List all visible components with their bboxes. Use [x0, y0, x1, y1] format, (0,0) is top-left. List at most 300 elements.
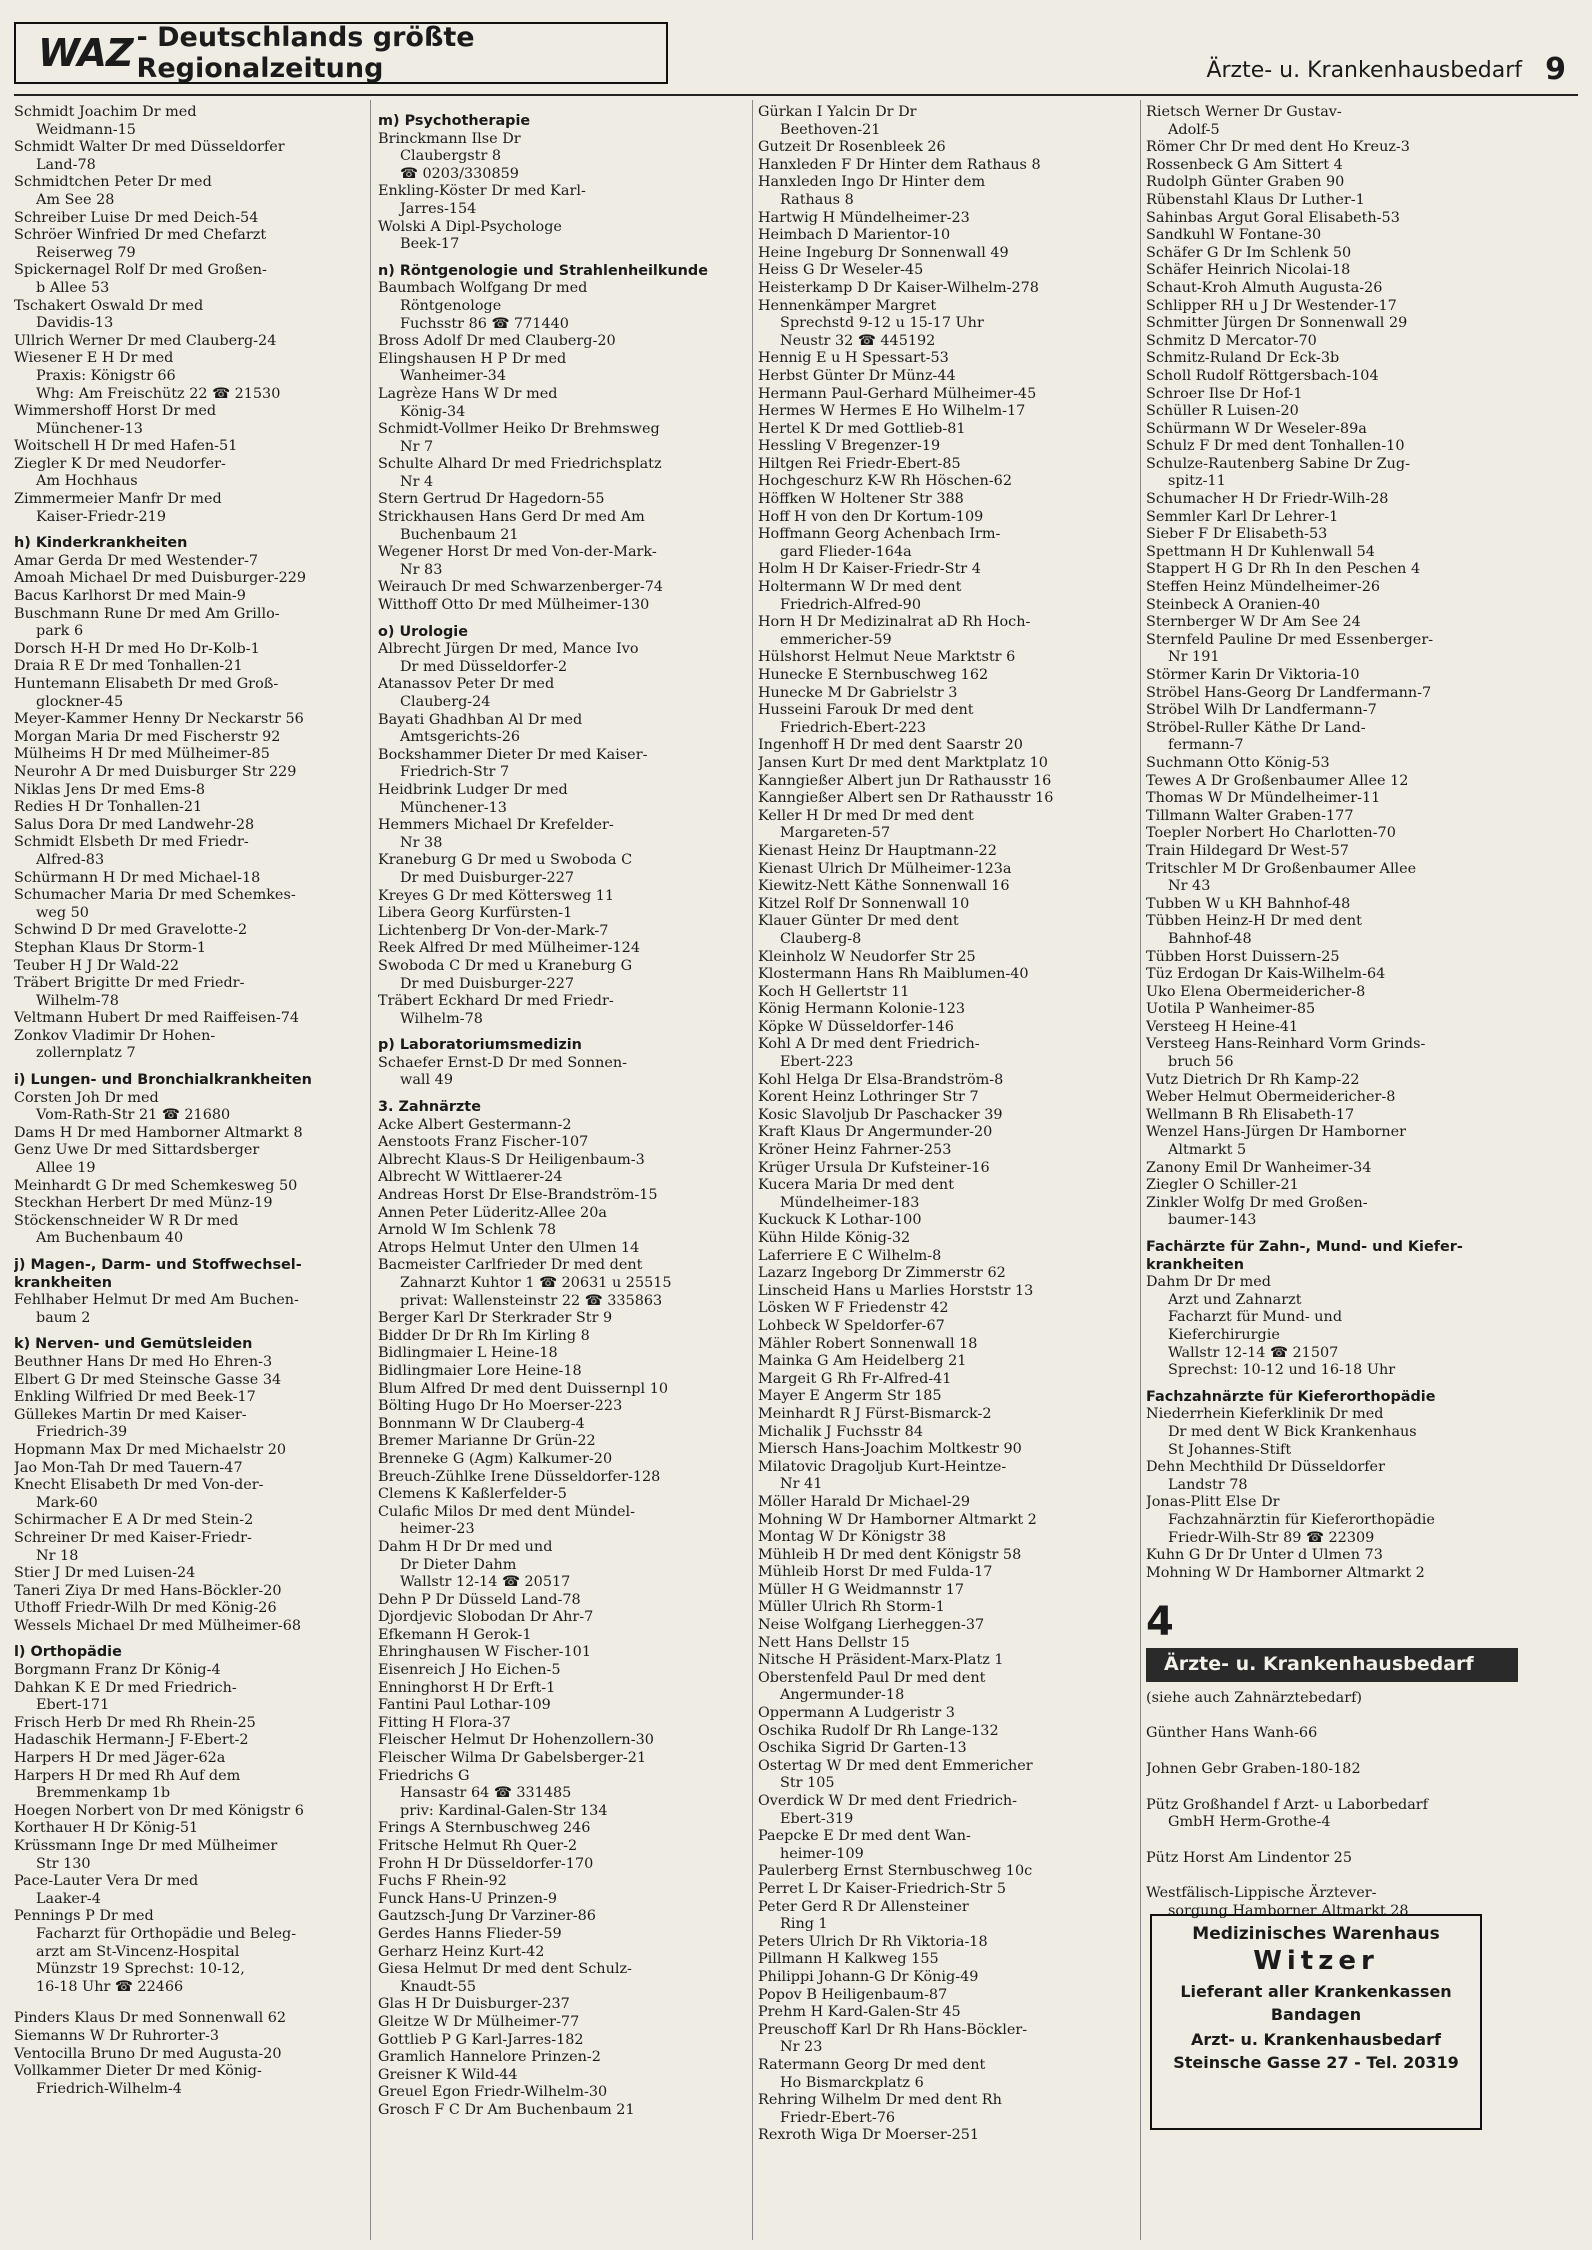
- directory-entry: Glas H Dr Duisburger-237: [378, 1996, 570, 2013]
- directory-entry: Greuel Egon Friedr-Wilhelm-30: [378, 2084, 608, 2101]
- directory-entry: Schmidt Joachim Dr med: [14, 104, 197, 120]
- column-divider: [1140, 100, 1141, 2240]
- directory-entry: Schmidt Walter Dr med Düsseldorfer: [14, 139, 285, 156]
- directory-entry: Sprechst: 10-12 und 16-18 Uhr: [1168, 1362, 1396, 1379]
- directory-entry: Dr med Düsseldorfer-2: [400, 658, 568, 675]
- directory-entry: Dr Dieter Dahm: [400, 1556, 517, 1573]
- directory-entry: Preuschoff Karl Dr Rh Hans-Böckler-: [758, 2021, 1028, 2038]
- directory-entry: Nr 23: [780, 2039, 823, 2056]
- directory-entry: Toepler Norbert Ho Charlotten-70: [1146, 825, 1396, 842]
- directory-entry: Landstr 78: [1168, 1476, 1248, 1493]
- directory-entry: Sprechstd 9-12 u 15-17 Uhr: [780, 315, 984, 332]
- directory-entry: Bölting Hugo Dr Ho Moerser-223: [378, 1398, 623, 1415]
- directory-entry: Kiewitz-Nett Käthe Sonnenwall 16: [758, 878, 1010, 895]
- directory-entry: Möller Harald Dr Michael-29: [758, 1493, 971, 1510]
- directory-entry: Ehringhausen W Fischer-101: [378, 1644, 591, 1661]
- directory-entry: Versteeg Hans-Reinhard Vorm Grinds-: [1146, 1036, 1426, 1053]
- directory-entry: Klostermann Hans Rh Maiblumen-40: [758, 966, 1029, 983]
- directory-entry: Hansastr 64 ☎ 331485: [400, 1785, 572, 1802]
- directory-entry: Buchenbaum 21: [400, 526, 519, 543]
- directory-entry: Träbert Brigitte Dr med Friedr-: [14, 975, 245, 992]
- directory-entry: Peters Ulrich Dr Rh Viktoria-18: [758, 1933, 988, 1950]
- directory-entry: Reek Alfred Dr med Mülheimer-124: [378, 940, 640, 957]
- directory-entry: weg 50: [36, 904, 89, 921]
- directory-entry: Korthauer H Dr König-51: [14, 1820, 199, 1837]
- directory-entry: Laaker-4: [36, 1890, 101, 1907]
- ad-line: Arzt- u. Krankenhausbedarf: [1191, 2030, 1441, 2049]
- category-entry: sorgung Hamborner Altmarkt 28: [1168, 1903, 1409, 1920]
- directory-entry: Krüssmann Inge Dr med Mülheimer: [14, 1838, 278, 1854]
- directory-entry: Friedrichs G: [378, 1767, 470, 1784]
- directory-entry: arzt am St-Vincenz-Hospital: [36, 1943, 240, 1960]
- directory-entry: Wimmershoff Horst Dr med: [14, 403, 217, 420]
- directory-entry: Hoegen Norbert von Dr med Königstr 6: [14, 1802, 304, 1819]
- directory-entry: Schulze-Rautenberg Sabine Dr Zug-: [1146, 455, 1410, 472]
- directory-entry: Sahinbas Argut Goral Elisabeth-53: [1146, 209, 1400, 226]
- directory-entry: Brinckmann Ilse Dr: [378, 130, 521, 147]
- directory-entry: Ebert-319: [780, 1810, 854, 1827]
- directory-entry: Gerdes Hanns Flieder-59: [378, 1925, 562, 1942]
- directory-entry: Schürmann W Dr Weseler-89a: [1146, 420, 1367, 437]
- directory-entry: Harpers H Dr med Jäger-62a: [14, 1750, 226, 1767]
- directory-entry: Witthoff Otto Dr med Mülheimer-130: [378, 597, 650, 614]
- newspaper-banner: [14, 22, 668, 84]
- directory-entry: Zimmermeier Manfr Dr med: [14, 491, 222, 508]
- directory-entry: Stöckenschneider W R Dr med: [14, 1212, 239, 1229]
- directory-entry: Fritsche Helmut Rh Quer-2: [378, 1838, 578, 1854]
- directory-entry: Dahkan K E Dr med Friedrich-: [14, 1679, 237, 1696]
- directory-entry: heimer-109: [780, 1845, 864, 1862]
- directory-entry: Mark-60: [36, 1494, 98, 1511]
- directory-entry: Kuhn G Dr Dr Unter d Ulmen 73: [1146, 1547, 1383, 1564]
- directory-entry: Rudolph Günter Graben 90: [1146, 174, 1345, 191]
- directory-entry: Friedrich-Str 7: [400, 764, 510, 781]
- directory-entry: [14, 1996, 366, 2010]
- directory-entry: Bross Adolf Dr med Clauberg-20: [378, 333, 616, 350]
- directory-entry: Tüz Erdogan Dr Kais-Wilhelm-64: [1146, 966, 1386, 983]
- directory-entry: Kieferchirurgie: [1168, 1326, 1280, 1343]
- directory-entry: Hermes W Hermes E Ho Wilhelm-17: [758, 403, 1026, 420]
- directory-entry: Schröer Winfried Dr med Chefarzt: [14, 227, 267, 244]
- directory-entry: Schlipper RH u J Dr Westender-17: [1146, 297, 1397, 314]
- directory-entry: Brenneke G (Agm) Kalkumer-20: [378, 1450, 613, 1467]
- directory-entry: Meyer-Kammer Henny Dr Neckarstr 56: [14, 711, 304, 728]
- directory-entry: Holtermann W Dr med dent: [758, 579, 962, 596]
- directory-entry: Kuckuck K Lothar-100: [758, 1212, 922, 1229]
- directory-entry: Ostertag W Dr med dent Emmericher: [758, 1757, 1033, 1774]
- directory-entry: Schmitter Jürgen Dr Sonnenwall 29: [1146, 315, 1408, 332]
- directory-entry: Gürkan I Yalcin Dr Dr: [758, 104, 917, 120]
- directory-entry: Praxis: Königstr 66: [36, 367, 176, 384]
- section-heading: k) Nerven- und Gemütsleiden: [14, 1336, 253, 1353]
- directory-entry: Versteeg H Heine-41: [1146, 1018, 1299, 1035]
- directory-entry: Hartwig H Mündelheimer-23: [758, 209, 970, 226]
- directory-entry: Mündelheimer-183: [780, 1194, 920, 1211]
- directory-entry: Acke Albert Gestermann-2: [378, 1116, 572, 1133]
- directory-entry: Schäfer G Dr Im Schlenk 50: [1146, 244, 1352, 261]
- directory-entry: Horn H Dr Medizinalrat aD Rh Hoch-: [758, 614, 1031, 631]
- directory-entry: Jansen Kurt Dr med dent Marktplatz 10: [758, 754, 1048, 771]
- directory-entry: Dehn P Dr Düsseld Land-78: [378, 1591, 581, 1608]
- directory-entry: park 6: [36, 623, 84, 640]
- directory-entry: Tillmann Walter Graben-177: [1146, 807, 1354, 824]
- directory-entry: Dams H Dr med Hamborner Altmarkt 8: [14, 1124, 303, 1141]
- directory-entry: Margareten-57: [780, 825, 891, 842]
- directory-entry: Amtsgerichts-26: [400, 729, 521, 746]
- directory-entry: Fleischer Wilma Dr Gabelsberger-21: [378, 1750, 647, 1767]
- directory-entry: Gerharz Heinz Kurt-42: [378, 1943, 545, 1960]
- directory-entry: Weirauch Dr med Schwarzenberger-74: [378, 579, 664, 596]
- section-heading: krankheiten: [1146, 1256, 1245, 1273]
- section-heading: Fachzahnärzte für Kieferorthopädie: [1146, 1388, 1436, 1405]
- section-title: Ärzte- u. Krankenhausbedarf: [1206, 58, 1522, 83]
- directory-entry: Blum Alfred Dr med dent Duissernpl 10: [378, 1380, 669, 1397]
- directory-entry: Wegener Horst Dr med Von-der-Mark-: [378, 544, 657, 561]
- directory-entry: Schroer Ilse Dr Hof-1: [1146, 385, 1303, 402]
- directory-entry: Eisenreich J Ho Eichen-5: [378, 1662, 561, 1679]
- directory-entry: Frings A Sternbuschweg 246: [378, 1820, 591, 1837]
- directory-entry: Prehm H Kard-Galen-Str 45: [758, 2004, 961, 2021]
- directory-entry: Fitting H Flora-37: [378, 1714, 511, 1731]
- directory-entry: Fuchs F Rhein-92: [378, 1873, 507, 1890]
- directory-entry: Am Hochhaus: [36, 473, 138, 490]
- directory-entry: Zonkov Vladimir Dr Hohen-: [14, 1027, 216, 1044]
- directory-entry: Pillmann H Kalkweg 155: [758, 1951, 939, 1968]
- ad-line: Bandagen: [1270, 2005, 1362, 2024]
- directory-entry: Siemanns W Dr Ruhrorter-3: [14, 2027, 220, 2044]
- directory-entry: Miersch Hans-Joachim Moltkestr 90: [758, 1441, 1022, 1458]
- directory-entry: Buschmann Rune Dr med Am Grillo-: [14, 605, 280, 622]
- directory-entry: Fachzahnärztin für Kieferorthopädie: [1168, 1511, 1435, 1528]
- directory-entry: Atanassov Peter Dr med: [378, 676, 555, 693]
- directory-entry: Angermunder-18: [780, 1687, 905, 1704]
- directory-entry: Störmer Karin Dr Viktoria-10: [1146, 667, 1360, 683]
- directory-entry: Dahm H Dr Dr med und: [378, 1538, 553, 1555]
- directory-entry: Gramlich Hannelore Prinzen-2: [378, 2049, 601, 2066]
- column-divider: [370, 100, 371, 2240]
- directory-entry: Land-78: [36, 156, 96, 173]
- directory-entry: Schwind D Dr med Gravelotte-2: [14, 922, 248, 939]
- directory-entry: König-34: [400, 403, 466, 420]
- directory-entry: Bacmeister Carlfrieder Dr med dent: [378, 1257, 643, 1274]
- directory-entry: Herbst Günter Dr Münz-44: [758, 367, 956, 384]
- directory-entry: Paulerberg Ernst Sternbuschweg 10c: [758, 1863, 1033, 1880]
- directory-entry: Vollkammer Dieter Dr med König-: [14, 2063, 262, 2080]
- directory-entry: Neurohr A Dr med Duisburger Str 229: [14, 763, 297, 780]
- directory-entry: Genz Uwe Dr med Sittardsberger: [14, 1142, 260, 1159]
- directory-entry: Ströbel-Ruller Käthe Dr Land-: [1146, 719, 1366, 736]
- directory-entry: Davidis-13: [36, 315, 114, 332]
- directory-entry: Montag W Dr Königstr 38: [758, 1529, 947, 1546]
- directory-entry: Schürmann H Dr med Michael-18: [14, 869, 261, 886]
- section-heading: h) Kinderkrankheiten: [14, 535, 188, 552]
- category-entry: Günther Hans Wanh-66: [1146, 1725, 1318, 1742]
- directory-entry: Allee 19: [36, 1160, 96, 1177]
- directory-column-2: [378, 104, 750, 2244]
- directory-entry: Wellmann B Rh Elisabeth-17: [1146, 1106, 1355, 1123]
- section-heading: n) Röntgenologie und Strahlenheilkunde: [378, 262, 708, 279]
- directory-entry: Claubergstr 8: [400, 148, 502, 165]
- directory-entry: Uotila P Wanheimer-85: [1146, 1001, 1316, 1018]
- directory-entry: Steckhan Herbert Dr med Münz-19: [14, 1195, 273, 1212]
- directory-entry: Oschika Rudolf Dr Rh Lange-132: [758, 1722, 999, 1739]
- directory-entry: emmericher-59: [780, 631, 892, 648]
- directory-entry: Klauer Günter Dr med dent: [758, 913, 959, 930]
- directory-entry: Lagrèze Hans W Dr med: [378, 385, 558, 402]
- section-heading: Fachärzte für Zahn-, Mund- und Kiefer-: [1146, 1239, 1463, 1255]
- directory-entry: Am Buchenbaum 40: [36, 1230, 184, 1247]
- directory-entry: Holm H Dr Kaiser-Friedr-Str 4: [758, 561, 981, 578]
- directory-entry: Pinders Klaus Dr med Sonnenwall 62: [14, 2010, 287, 2027]
- directory-entry: Rossenbeck G Am Sittert 4: [1146, 156, 1343, 173]
- directory-entry: Hiltgen Rei Friedr-Ebert-85: [758, 455, 961, 472]
- directory-entry: Laferriere E C Wilhelm-8: [758, 1247, 942, 1264]
- directory-entry: Culafic Milos Dr med dent Mündel-: [378, 1503, 636, 1520]
- directory-entry: Aenstoots Franz Fischer-107: [378, 1134, 589, 1151]
- directory-entry: Mohning W Dr Hamborner Altmarkt 2: [1146, 1564, 1425, 1581]
- directory-entry: Keller H Dr med Dr med dent: [758, 807, 974, 824]
- directory-entry: Clauberg-8: [780, 930, 862, 947]
- section-heading: l) Orthopädie: [14, 1644, 122, 1661]
- directory-entry: Krüger Ursula Dr Kufsteiner-16: [758, 1159, 990, 1176]
- directory-entry: Vom-Rath-Str 21 ☎ 21680: [36, 1107, 231, 1124]
- directory-entry: Wessels Michael Dr med Mülheimer-68: [14, 1617, 302, 1634]
- directory-entry: Borgmann Franz Dr König-4: [14, 1662, 221, 1679]
- directory-entry: Kühn Hilde König-32: [758, 1230, 911, 1246]
- directory-entry: Husseini Farouk Dr med dent: [758, 702, 974, 719]
- directory-entry: Lohbeck W Speldorfer-67: [758, 1317, 945, 1334]
- directory-entry: zollernplatz 7: [36, 1045, 136, 1062]
- directory-entry: Höffken W Holtener Str 388: [758, 491, 964, 508]
- directory-entry: Philippi Johann-G Dr König-49: [758, 1968, 979, 1985]
- directory-entry: fermann-7: [1168, 737, 1244, 754]
- directory-entry: Bremer Marianne Dr Grün-22: [378, 1433, 596, 1450]
- banner-slogan: - Deutschlands größte Regionalzeitung: [136, 22, 475, 84]
- directory-entry: Fuchsstr 86 ☎ 771440: [400, 315, 569, 332]
- directory-entry: Tschakert Oswald Dr med: [14, 297, 204, 314]
- directory-entry: Stier J Dr med Luisen-24: [14, 1565, 196, 1582]
- directory-entry: Meinhardt G Dr med Schemkesweg 50: [14, 1177, 298, 1194]
- directory-entry: Sandkuhl W Fontane-30: [1146, 227, 1322, 244]
- directory-entry: Schüller R Luisen-20: [1146, 403, 1299, 420]
- ad-address: Steinsche Gasse 27 - Tel. 20319: [1173, 2053, 1459, 2072]
- directory-entry: Wiesener E H Dr med: [14, 350, 174, 367]
- directory-entry: Schulz F Dr med dent Tonhallen-10: [1146, 438, 1405, 455]
- directory-entry: privat: Wallensteinstr 22 ☎ 335863: [400, 1292, 663, 1309]
- directory-entry: baumer-143: [1168, 1212, 1257, 1229]
- directory-entry: Träbert Eckhard Dr med Friedr-: [378, 993, 614, 1010]
- directory-entry: Nr 191: [1168, 649, 1220, 666]
- directory-entry: Greisner K Wild-44: [378, 2066, 518, 2083]
- directory-entry: Bahnhof-48: [1168, 930, 1252, 947]
- directory-entry: Ingenhoff H Dr med dent Saarstr 20: [758, 737, 1023, 754]
- directory-entry: priv: Kardinal-Galen-Str 134: [400, 1802, 608, 1819]
- directory-entry: Nr 4: [400, 473, 434, 490]
- directory-entry: Giesa Helmut Dr med dent Schulz-: [378, 1961, 632, 1978]
- directory-entry: Kanngießer Albert sen Dr Rathausstr 16: [758, 790, 1054, 807]
- directory-entry: Draia R E Dr med Tonhallen-21: [14, 658, 243, 675]
- directory-entry: Hopmann Max Dr med Michaelstr 20: [14, 1441, 287, 1458]
- directory-entry: Wilhelm-78: [400, 1010, 483, 1027]
- directory-entry: Ebert-171: [36, 1697, 110, 1714]
- directory-entry: Röntgenologe: [400, 297, 502, 314]
- directory-entry: Kienast Heinz Dr Hauptmann-22: [758, 842, 997, 859]
- directory-entry: Kohl A Dr med dent Friedrich-: [758, 1036, 980, 1053]
- page-header: [0, 0, 1592, 100]
- directory-entry: Beuthner Hans Dr med Ho Ehren-3: [14, 1353, 273, 1370]
- directory-entry: Schmitz D Mercator-70: [1146, 332, 1317, 349]
- directory-entry: Gautzsch-Jung Dr Varziner-86: [378, 1908, 596, 1925]
- directory-entry: Huntemann Elisabeth Dr med Groß-: [14, 676, 279, 692]
- directory-entry: Enkling Wilfried Dr med Beek-17: [14, 1389, 256, 1406]
- directory-entry: Steffen Heinz Mündelheimer-26: [1146, 579, 1381, 596]
- ad-company-name: Witzer: [1253, 1946, 1379, 1976]
- directory-entry: Veltmann Hubert Dr med Raiffeisen-74: [14, 1010, 300, 1027]
- directory-entry: Heine Ingeburg Dr Sonnenwall 49: [758, 244, 1009, 261]
- directory-entry: Gutzeit Dr Rosenbleek 26: [758, 139, 946, 156]
- directory-entry: Amar Gerda Dr med Westender-7: [14, 552, 258, 569]
- directory-entry: Wenzel Hans-Jürgen Dr Hamborner: [1146, 1124, 1406, 1141]
- directory-entry: Bremmenkamp 1b: [36, 1785, 171, 1802]
- directory-entry: Baumbach Wolfgang Dr med: [378, 280, 588, 297]
- directory-entry: Uko Elena Obermeidericher-8: [1146, 983, 1366, 1000]
- directory-entry: bruch 56: [1168, 1054, 1234, 1071]
- directory-entry: Ziegler O Schiller-21: [1146, 1177, 1299, 1194]
- directory-entry: Schaut-Kroh Almuth Augusta-26: [1146, 279, 1383, 296]
- directory-entry: Andreas Horst Dr Else-Brandström-15: [378, 1187, 658, 1204]
- directory-entry: Bayati Ghadhban Al Dr med: [378, 711, 583, 728]
- directory-entry: Atrops Helmut Unter den Ulmen 14: [378, 1239, 640, 1256]
- directory-entry: Paepcke E Dr med dent Wan-: [758, 1828, 971, 1845]
- directory-entry: Hunecke E Sternbuschweg 162: [758, 667, 989, 683]
- directory-entry: Heisterkamp D Dr Kaiser-Wilhelm-278: [758, 279, 1039, 296]
- directory-entry: Grosch F C Dr Am Buchenbaum 21: [378, 2101, 635, 2118]
- directory-entry: Arzt und Zahnarzt: [1168, 1291, 1302, 1308]
- directory-entry: Mühleib Horst Dr med Fulda-17: [758, 1564, 993, 1581]
- section-heading: krankheiten: [14, 1274, 113, 1291]
- section-heading: i) Lungen- und Bronchialkrankheiten: [14, 1072, 312, 1089]
- directory-entry: Hermann Paul-Gerhard Mülheimer-45: [758, 385, 1037, 402]
- directory-entry: Strickhausen Hans Gerd Dr med Am: [378, 509, 645, 526]
- directory-entry: Elingshausen H P Dr med: [378, 350, 567, 367]
- directory-entry: Spickernagel Rolf Dr med Großen-: [14, 262, 267, 279]
- directory-entry: Overdick W Dr med dent Friedrich-: [758, 1793, 1018, 1809]
- directory-entry: Gleitze W Dr Mülheimer-77: [378, 2013, 580, 2030]
- directory-entry: König Hermann Kolonie-123: [758, 1001, 965, 1018]
- directory-entry: Libera Georg Kurfürsten-1: [378, 905, 573, 922]
- directory-entry: Adolf-5: [1168, 121, 1220, 138]
- directory-entry: Oschika Sigrid Dr Garten-13: [758, 1740, 967, 1757]
- directory-entry: Breuch-Zühlke Irene Düsseldorfer-128: [378, 1468, 661, 1485]
- directory-entry: Thomas W Dr Mündelheimer-11: [1146, 790, 1381, 807]
- directory-entry: Hülshorst Helmut Neue Marktstr 6: [758, 649, 1016, 666]
- directory-entry: Ullrich Werner Dr med Clauberg-24: [14, 332, 277, 349]
- directory-entry: gard Flieder-164a: [780, 543, 912, 560]
- directory-entry: Schreiner Dr med Kaiser-Friedr-: [14, 1529, 252, 1546]
- directory-entry: Mainka G Am Heidelberg 21: [758, 1353, 967, 1370]
- directory-entry: Ströbel Hans-Georg Dr Landfermann-7: [1146, 684, 1432, 701]
- directory-entry: Neustr 32 ☎ 445192: [780, 332, 936, 349]
- directory-entry: Clauberg-24: [400, 694, 491, 710]
- directory-entry: Schulte Alhard Dr med Friedrichsplatz: [378, 456, 662, 473]
- directory-entry: Schmidtchen Peter Dr med: [14, 174, 212, 191]
- directory-entry: Salus Dora Dr med Landwehr-28: [14, 816, 255, 833]
- directory-entry: Stern Gertrud Dr Hagedorn-55: [378, 491, 605, 508]
- header-rule: [14, 94, 1578, 96]
- directory-entry: Müller H G Weidmannstr 17: [758, 1581, 965, 1598]
- directory-entry: Friedrich-Wilhelm-4: [36, 2080, 182, 2097]
- directory-entry: Linscheid Hans u Marlies Horststr 13: [758, 1282, 1034, 1299]
- directory-entry: Knecht Elisabeth Dr med Von-der-: [14, 1477, 264, 1494]
- directory-entry: Tübben Horst Duissern-25: [1146, 948, 1340, 965]
- directory-entry: Heimbach D Marientor-10: [758, 227, 951, 244]
- directory-entry: Wallstr 12-14 ☎ 20517: [400, 1574, 571, 1591]
- directory-entry: 16-18 Uhr ☎ 22466: [36, 1978, 184, 1995]
- directory-entry: Sternfeld Pauline Dr med Essenberger-: [1146, 631, 1434, 648]
- ad-line: Medizinisches Warenhaus: [1192, 1924, 1440, 1944]
- directory-entry: Elbert G Dr med Steinsche Gasse 34: [14, 1371, 282, 1388]
- directory-entry: Münchener-13: [36, 420, 143, 437]
- directory-entry: Margeit G Rh Fr-Alfred-41: [758, 1370, 952, 1387]
- directory-entry: Schumacher H Dr Friedr-Wilh-28: [1146, 491, 1389, 508]
- directory-entry: Str 130: [36, 1855, 91, 1872]
- directory-entry: Rübenstahl Klaus Dr Luther-1: [1146, 191, 1365, 208]
- directory-entry: Kraft Klaus Dr Angermunder-20: [758, 1124, 993, 1141]
- directory-entry: wall 49: [400, 1072, 453, 1089]
- directory-entry: Nett Hans Dellstr 15: [758, 1634, 910, 1651]
- directory-entry: Sternberger W Dr Am See 24: [1146, 614, 1361, 631]
- directory-entry: Niklas Jens Dr med Ems-8: [14, 781, 206, 798]
- directory-entry: Tewes A Dr Großenbaumer Allee 12: [1146, 772, 1409, 789]
- directory-entry: Meinhardt R J Fürst-Bismarck-2: [758, 1405, 992, 1422]
- directory-entry: Zahnarzt Kuhtor 1 ☎ 20631 u 25515: [400, 1275, 672, 1291]
- directory-entry: Ebert-223: [780, 1054, 854, 1071]
- advertisement-box: [1150, 1914, 1482, 2130]
- page-number: 9: [1545, 52, 1566, 87]
- directory-entry: Teuber H J Dr Wald-22: [14, 957, 180, 974]
- directory-entry: Gottlieb P G Karl-Jarres-182: [378, 2031, 584, 2048]
- directory-entry: Schaefer Ernst-D Dr med Sonnen-: [378, 1054, 628, 1071]
- directory-entry: Swoboda C Dr med u Kraneburg G: [378, 957, 633, 974]
- directory-entry: Koch H Gellertstr 11: [758, 983, 910, 1000]
- directory-entry: Friedr-Ebert-76: [780, 2109, 896, 2126]
- directory-entry: Peter Gerd R Dr Allensteiner: [758, 1898, 969, 1915]
- directory-entry: Efkemann H Gerok-1: [378, 1626, 532, 1643]
- directory-entry: Clemens K Kaßlerfelder-5: [378, 1486, 567, 1503]
- directory-entry: Friedrich-Ebert-223: [780, 719, 927, 736]
- directory-entry: ☎ 0203/330859: [400, 165, 519, 182]
- directory-entry: Ring 1: [780, 1916, 828, 1933]
- directory-entry: Albrecht Jürgen Dr med, Mance Ivo: [378, 641, 639, 658]
- directory-entry: Rietsch Werner Dr Gustav-: [1146, 104, 1342, 120]
- directory-entry: Münchener-13: [400, 799, 507, 816]
- directory-entry: Oberstenfeld Paul Dr med dent: [758, 1669, 986, 1686]
- directory-entry: Hennig E u H Spessart-53: [758, 350, 949, 367]
- directory-entry: Dahm Dr Dr med: [1146, 1274, 1271, 1291]
- directory-entry: heimer-23: [400, 1521, 475, 1538]
- category-entry: Pütz Horst Am Lindentor 25: [1146, 1849, 1352, 1866]
- directory-entry: Stappert H G Dr Rh In den Peschen 4: [1146, 561, 1421, 578]
- directory-entry: Wanheimer-34: [400, 368, 506, 385]
- directory-entry: Albrecht W Wittlaerer-24: [378, 1169, 563, 1186]
- directory-entry: Tübben Heinz-H Dr med dent: [1146, 913, 1362, 930]
- directory-entry: Ratermann Georg Dr med dent: [758, 2056, 986, 2073]
- directory-entry: Schäfer Heinrich Nicolai-18: [1146, 262, 1351, 279]
- category-title-bar: Ärzte- u. Krankenhausbedarf: [1146, 1648, 1518, 1682]
- directory-entry: Oppermann A Ludgeristr 3: [758, 1705, 955, 1722]
- directory-entry: Bonnmann W Dr Clauberg-4: [378, 1415, 585, 1432]
- directory-entry: Nr 7: [400, 438, 434, 455]
